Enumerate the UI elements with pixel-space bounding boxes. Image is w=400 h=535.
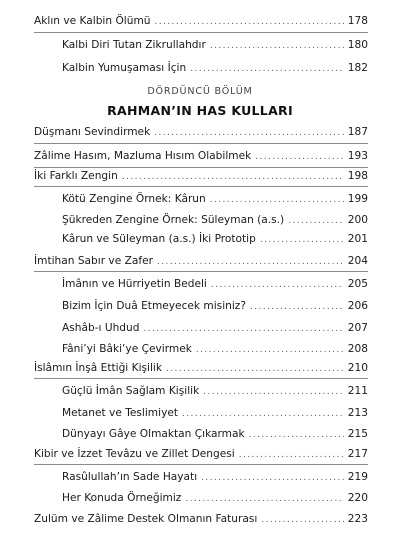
dot-leader [260,230,344,250]
toc-entry-page: 204 [347,255,368,267]
dot-leader [261,510,343,530]
toc-entry [34,444,368,464]
dot-leader [157,252,344,272]
toc-entry [34,358,368,378]
dot-leader [185,489,343,509]
toc-entry-title: Kibir ve İzzet Tevâzu ve Zillet Dengesi [34,448,235,460]
toc-subentry [62,488,368,508]
toc-entry-page: 217 [347,448,368,460]
toc-entry-page: 199 [347,193,368,205]
toc-entry-page: 215 [347,428,368,440]
toc-subentry [62,424,368,444]
divider [34,271,368,272]
dot-leader [210,190,344,210]
toc-entry [34,166,368,186]
toc-entry-page: 187 [347,126,368,138]
toc-entry-page: 219 [347,471,368,483]
toc-entry-title: Güçlü İmân Sağlam Kişilik [62,385,200,397]
dot-leader [122,167,344,187]
toc-subentry [62,339,368,359]
toc-subentry [62,229,368,249]
dot-leader [182,404,344,424]
toc-entry-title: Dünyayı Gâye Olmaktan Çıkarmak [62,428,245,440]
toc-subentry [62,210,368,230]
toc-entry-title: Rasûlullah’ın Sade Hayatı [62,471,198,483]
dot-leader [190,59,344,79]
toc-entry-title: Zâlime Hasım, Mazluma Hısım Olabilmek [34,150,252,162]
toc-entry-title: Şükreden Zengine Örnek: Süleyman (a.s.) [62,214,285,226]
toc-subentry [62,467,368,487]
toc-entry-page: 200 [347,214,368,226]
toc-entry-title: Kalbi Diri Tutan Zikrullahdır [62,39,206,51]
toc-entry-title: Bizim İçin Duâ Etmeyecek misiniz? [62,300,246,312]
toc-entry [34,146,368,166]
toc-subentry [62,58,368,78]
toc-entry-page: 182 [347,62,368,74]
toc-entry-title: İmtihan Sabır ve Zafer [34,255,153,267]
toc-subentry [62,296,368,316]
toc-entry-page: 205 [347,278,368,290]
toc-entry-page: 211 [347,385,368,397]
toc-entry [34,251,368,271]
toc-subentry [62,274,368,294]
toc-entry-title: Kârun ve Süleyman (a.s.) İki Prototip [62,233,256,245]
divider [34,186,368,187]
toc-entry-page: 210 [347,362,368,374]
toc-entry-title: Ashâb-ı Uhdud [62,322,140,334]
toc-entry [34,509,368,529]
toc-entry-title: İki Farklı Zengin [34,170,118,182]
toc-entry-page: 193 [347,150,368,162]
section-label: DÖRDÜNCÜ BÖLÜM [147,86,253,97]
toc-entry-page: 213 [347,407,368,419]
dot-leader [203,382,344,402]
dot-leader [154,12,343,32]
toc-entry-title: Kötü Zengine Örnek: Kârun [62,193,206,205]
toc-entry-title: Kalbin Yumuşaması İçin [62,62,187,74]
toc-subentry [62,189,368,209]
divider [34,32,368,33]
toc-subentry [62,35,368,55]
toc-entry-page: 180 [347,39,368,51]
toc-entry-title: Düşmanı Sevindirmek [34,126,151,138]
divider [34,143,368,144]
section-title: RAHMAN’IN HAS KULLARI [107,103,293,118]
toc-entry-title: İmânın ve Hürriyetin Bedeli [62,278,207,290]
dot-leader [249,425,344,445]
toc-subentry [62,403,368,423]
toc-entry-title: Her Konuda Örneğimiz [62,492,182,504]
toc-subentry [62,318,368,338]
dot-leader [166,359,344,379]
toc-entry-title: İslâmın İnşâ Ettiği Kişilik [34,362,162,374]
dot-leader [210,36,344,56]
toc-entry [34,122,368,142]
divider [34,464,368,465]
toc-entry-title: Aklın ve Kalbin Ölümü [34,15,151,27]
toc-entry-page: 201 [347,233,368,245]
toc-subentry [62,381,368,401]
dot-leader [143,319,343,339]
dot-leader [288,211,344,231]
divider [34,378,368,379]
toc-entry-page: 178 [347,15,368,27]
dot-leader [211,275,344,295]
dot-leader [196,340,344,360]
toc-entry-page: 223 [347,513,368,525]
dot-leader [250,297,344,317]
toc-entry-title: Zulüm ve Zâlime Destek Olmanın Faturası [34,513,258,525]
toc-entry-page: 207 [347,322,368,334]
toc-entry-title: Fâni’yi Bâki’ye Çevirmek [62,343,192,355]
dot-leader [239,445,344,465]
toc-entry-page: 206 [347,300,368,312]
dot-leader [154,123,344,143]
toc-entry-page: 208 [347,343,368,355]
toc-entry-page: 220 [347,492,368,504]
dot-leader [255,147,344,167]
toc-entry-title: Metanet ve Teslimiyet [62,407,179,419]
toc-entry [34,11,368,31]
toc-entry-page: 198 [347,170,368,182]
dot-leader [201,468,344,488]
